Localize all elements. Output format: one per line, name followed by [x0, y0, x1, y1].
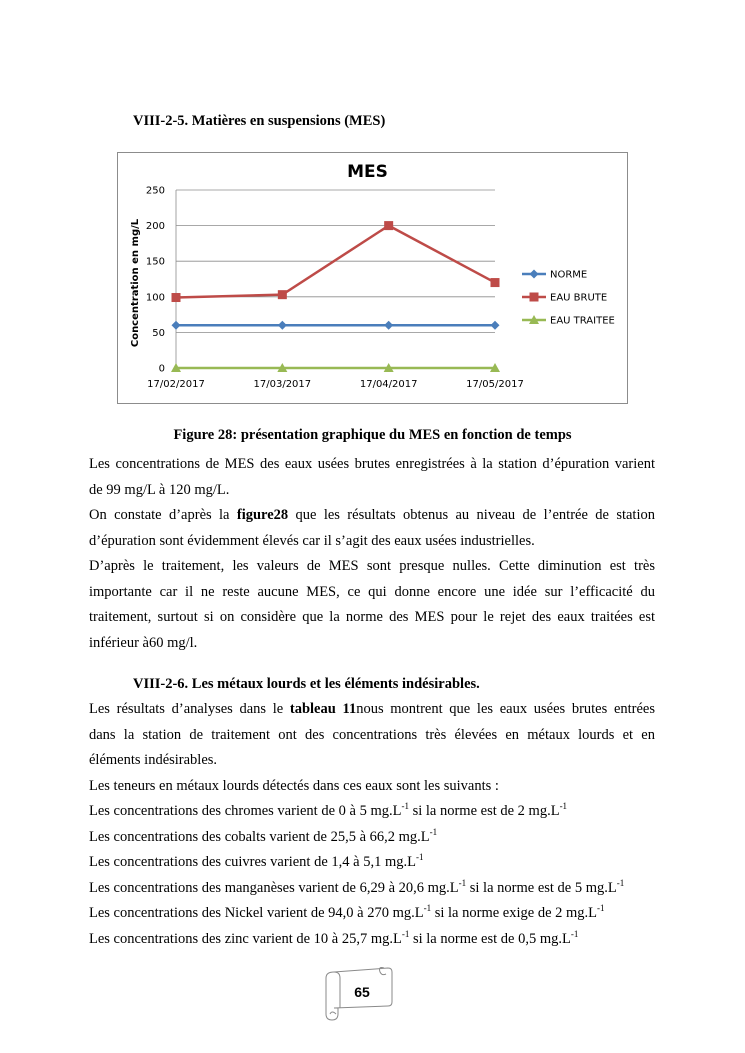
manganese-line — [89, 876, 655, 902]
text-run: si la norme est de 2 mg.L — [408, 803, 560, 819]
data-point-eau-brute — [278, 290, 287, 299]
y-tick-label: 100 — [145, 292, 165, 304]
subsection-heading: VIII-2-6. Les métaux lourds et les éléments indésirables. — [133, 676, 480, 692]
text-run: Les concentrations des cuivres varient de 1,4 à 5,1 mg.L — [89, 854, 416, 870]
data-point-norme — [384, 321, 393, 330]
text-run: Les concentrations des chromes varient de 0 à 5 mg.L — [89, 803, 402, 819]
legend-marker-eau-brute — [530, 293, 539, 302]
zinc-line — [89, 927, 655, 953]
figure-reference: figure28 — [236, 507, 289, 523]
text-run: si la norme est de 5 mg.L — [466, 879, 617, 896]
paragraph-line: éléments indésirables. — [89, 752, 218, 768]
unit-exponent: -1 — [429, 826, 438, 837]
unit-exponent: -1 — [570, 928, 579, 939]
data-point-norme — [172, 321, 181, 330]
paragraph-line — [89, 697, 655, 723]
unit-exponent: -1 — [401, 928, 410, 939]
text-run: Les concentrations des zinc varient de 10 à 25,7 mg.L — [89, 930, 402, 947]
text-run: Les concentrations des Nickel varient de 94,0 à 270 mg.L — [89, 905, 424, 921]
data-point-norme — [278, 321, 287, 330]
legend-label-eau-brute: EAU BRUTE — [550, 292, 608, 304]
data-point-eau-brute — [491, 278, 500, 287]
paragraph-line: traitement, surtout si on considère que la norme des MES pour le rejet des eaux traitées est — [89, 609, 655, 625]
paragraph-line: de 99 mg/L à 120 mg/L. — [89, 481, 230, 498]
text-run: Les concentrations des cobalts varient de 25,5 à 66,2 mg.L — [89, 828, 430, 845]
section-heading: VIII-2-5. Matières en suspensions (MES) — [133, 113, 386, 129]
data-point-eau-brute — [172, 293, 181, 302]
text-run: Les résultats d’analyses dans le — [89, 701, 290, 717]
y-tick-label: 150 — [145, 256, 165, 268]
legend-marker-norme — [530, 270, 539, 279]
mes-chart — [117, 152, 628, 404]
unit-exponent: -1 — [401, 801, 409, 811]
page-number-scroll — [322, 962, 394, 1024]
text-run: On constate d’après la — [89, 507, 237, 523]
body-paragraphs — [89, 452, 655, 656]
x-tick-label: 17/03/2017 — [253, 379, 312, 390]
data-point-norme — [491, 321, 500, 330]
y-axis-label: Concentration en mg/L — [130, 218, 141, 348]
paragraph-line: Les concentrations de MES des eaux usées brutes enregistrées à la station d’épuration varient — [89, 456, 655, 472]
chrome-line — [89, 799, 655, 825]
unit-exponent: -1 — [458, 877, 467, 888]
paragraph-line: Les teneurs en métaux lourds détectés dans ces eaux sont les suivants : — [89, 777, 499, 794]
y-tick-label: 250 — [145, 185, 165, 197]
mes-line-chart-svg — [118, 153, 627, 403]
unit-exponent: -1 — [559, 801, 568, 811]
text-run: Les concentrations des manganèses varient de 6,29 à 20,6 mg.L — [89, 879, 459, 896]
y-tick-label: 0 — [158, 363, 165, 375]
x-tick-label: 17/02/2017 — [147, 379, 205, 390]
x-tick-label: 17/04/2017 — [359, 379, 418, 390]
data-point-eau-brute — [384, 221, 393, 230]
x-tick-label: 17/05/2017 — [466, 379, 524, 390]
paragraph-line: D’après le traitement, les valeurs de MES sont presque nulles. Cette diminution est très — [89, 558, 655, 574]
cuivre-line — [89, 850, 655, 876]
paragraph-line — [89, 503, 655, 529]
unit-exponent: -1 — [616, 877, 625, 888]
legend-label-eau-traitee: EAU TRAITEE — [550, 315, 615, 327]
cobalt-line — [89, 825, 655, 851]
text-run: si la norme est de 0,5 mg.L — [409, 930, 571, 947]
unit-exponent: -1 — [415, 852, 424, 862]
paragraph-line: dans la station de traitement ont des concentrations très élevées en métaux lourds et en — [89, 726, 655, 743]
text-run: que les résultats obtenus au niveau de l’entrée de station — [288, 507, 655, 523]
paragraph-line: inférieur à60 mg/l. — [89, 634, 198, 651]
paragraph-line: importante car il ne reste aucune MES, ce qui donne encore une idée sur l’efficacité du — [89, 583, 655, 600]
text-run: si la norme exige de 2 mg.L — [431, 905, 598, 921]
metals-paragraphs — [89, 697, 655, 952]
nickel-line — [89, 901, 655, 927]
page-number: 65 — [354, 984, 370, 1000]
unit-exponent: -1 — [423, 903, 432, 913]
chart-title: MES — [347, 162, 388, 182]
text-run: nous montrent que les eaux usées brutes entrées — [356, 701, 655, 717]
figure-caption: Figure 28: présentation graphique du MES en fonction de temps — [173, 427, 572, 443]
y-tick-label: 200 — [145, 221, 165, 233]
legend-label-norme: NORME — [550, 269, 588, 281]
table-reference: tableau 11 — [289, 701, 357, 717]
unit-exponent: -1 — [597, 903, 605, 913]
paragraph-line: d’épuration sont évidemment élevés car il s’agit des eaux usées industrielles. — [89, 532, 535, 549]
y-tick-label: 50 — [152, 327, 165, 339]
